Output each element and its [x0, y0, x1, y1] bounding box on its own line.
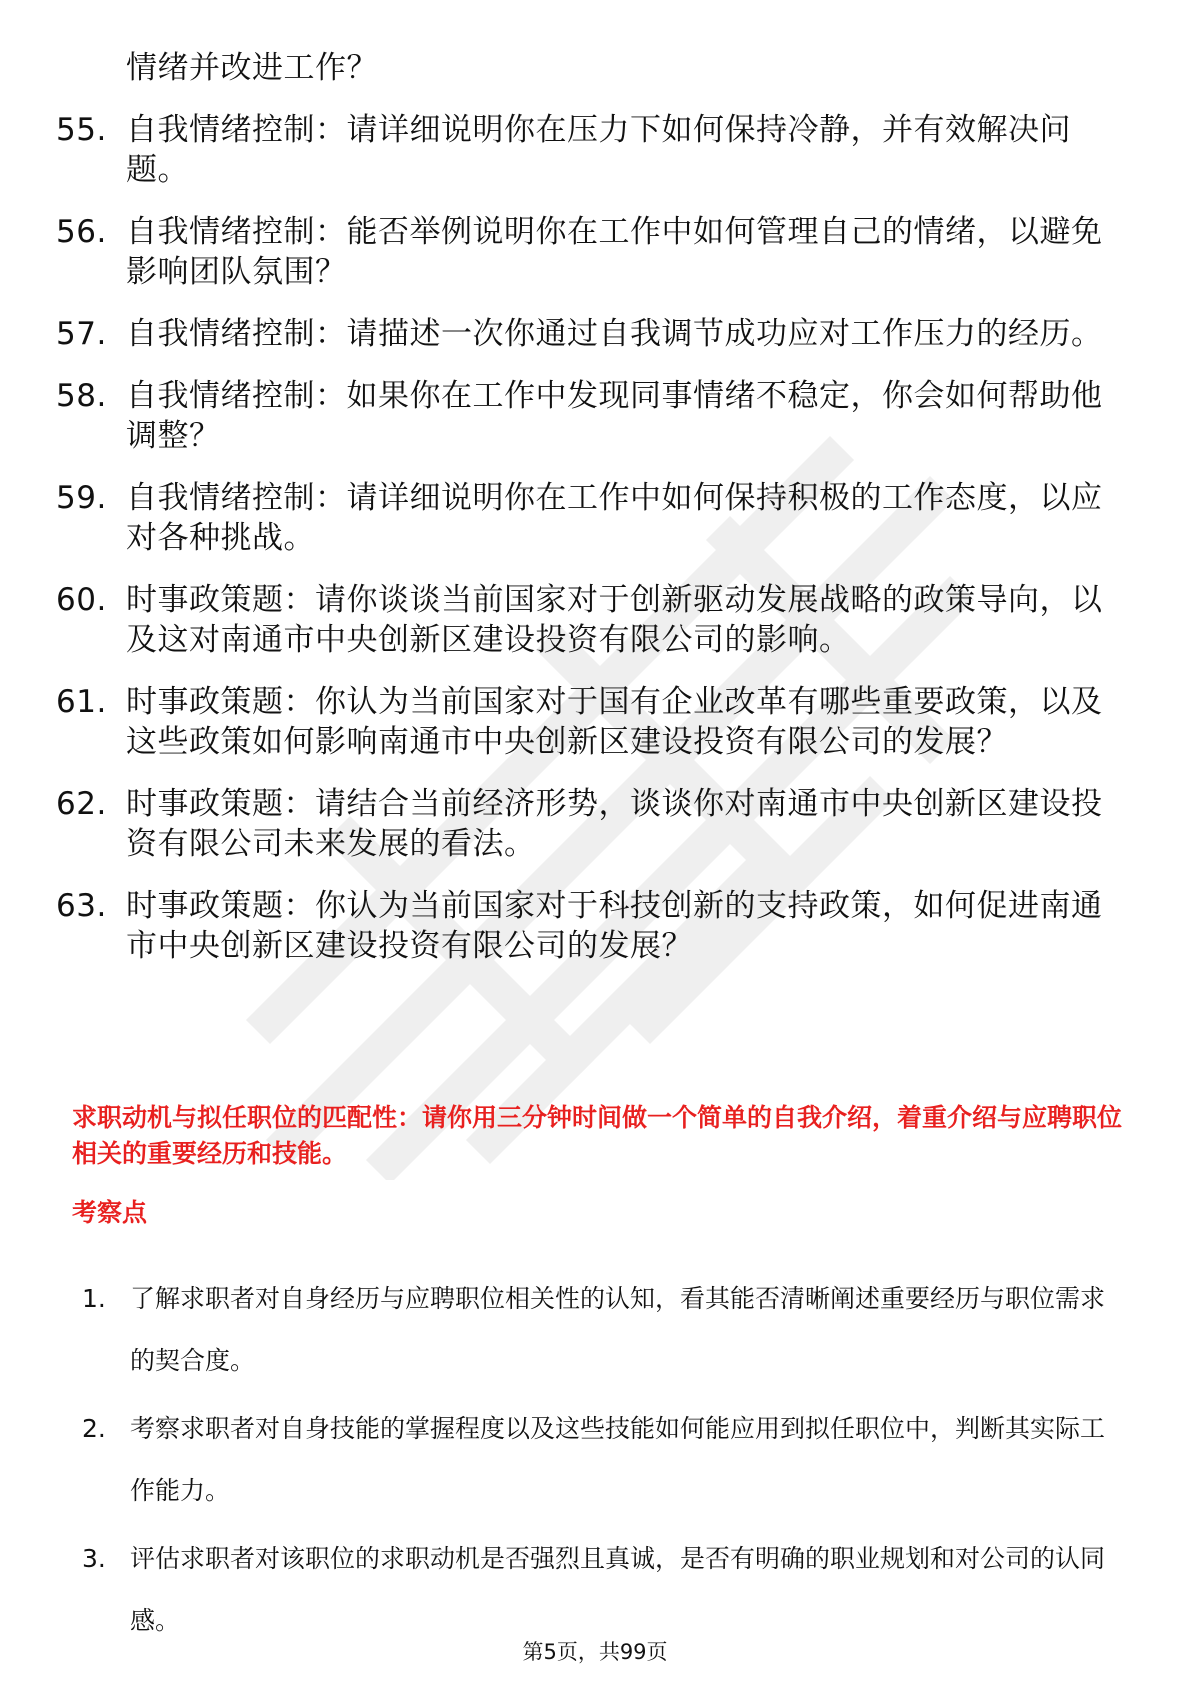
point-text: 了解求职者对自身经历与应聘职位相关性的认知，看其能否清晰阐述重要经历与职位需求的契合度。: [130, 1284, 1106, 1375]
question-text: 时事政策题：请结合当前经济形势，谈谈你对南通市中央创新区建设投资有限公司未来发展的看法。: [126, 786, 1103, 862]
question-number: 62.: [56, 786, 107, 822]
question-continuation-text: 情绪并改进工作？: [126, 50, 378, 86]
question-text: 时事政策题：你认为当前国家对于科技创新的支持政策，如何促进南通市中央创新区建设投资有限公司的发展？: [126, 888, 1103, 964]
assessment-point: [82, 1528, 1122, 1652]
question-list: [56, 48, 1116, 988]
question-item: [56, 376, 1116, 456]
question-number: 56.: [56, 214, 107, 250]
point-number: 3.: [82, 1544, 106, 1573]
question-text: 自我情绪控制：请详细说明你在压力下如何保持冷静，并有效解决问题。: [126, 112, 1071, 188]
question-item: [56, 110, 1116, 190]
question-number: 57.: [56, 316, 107, 352]
question-item: [56, 784, 1116, 864]
assessment-point: [82, 1398, 1122, 1522]
question-number: 61.: [56, 684, 107, 720]
question-item: [56, 580, 1116, 660]
question-continuation: [56, 48, 1116, 88]
question-text: 自我情绪控制：请详细说明你在工作中如何保持积极的工作态度，以应对各种挑战。: [126, 480, 1103, 556]
question-text: 时事政策题：你认为当前国家对于国有企业改革有哪些重要政策，以及这些政策如何影响南通市中央创新区建设投资有限公司的发展？: [126, 684, 1103, 760]
question-number: 59.: [56, 480, 107, 516]
point-number: 2.: [82, 1414, 106, 1443]
question-item: [56, 886, 1116, 966]
question-text: 自我情绪控制：如果你在工作中发现同事情绪不稳定，你会如何帮助他调整？: [126, 378, 1103, 454]
question-number: 55.: [56, 112, 107, 148]
question-text: 时事政策题：请你谈谈当前国家对于创新驱动发展战略的政策导向，以及这对南通市中央创新区建设投资有限公司的影响。: [126, 582, 1103, 658]
question-number: 58.: [56, 378, 107, 414]
highlight-question: 求职动机与拟任职位的匹配性：请你用三分钟时间做一个简单的自我介绍，着重介绍与应聘职位相关的重要经历和技能。: [72, 1103, 1123, 1168]
section-title: 考察点: [72, 1198, 148, 1227]
question-text: 自我情绪控制：能否举例说明你在工作中如何管理自己的情绪，以避免影响团队氛围？: [126, 214, 1103, 290]
assessment-points: [82, 1268, 1122, 1658]
point-text: 评估求职者对该职位的求职动机是否强烈且真诚，是否有明确的职业规划和对公司的认同感。: [130, 1544, 1106, 1635]
page-footer: 第5页，共99页: [522, 1640, 668, 1664]
question-item: [56, 212, 1116, 292]
point-number: 1.: [82, 1284, 106, 1313]
question-item: [56, 682, 1116, 762]
assessment-point: [82, 1268, 1122, 1392]
question-text: 自我情绪控制：请描述一次你通过自我调节成功应对工作压力的经历。: [126, 316, 1103, 352]
question-number: 60.: [56, 582, 107, 618]
question-number: 63.: [56, 888, 107, 924]
point-text: 考察求职者对自身技能的掌握程度以及这些技能如何能应用到拟任职位中，判断其实际工作能力。: [130, 1414, 1106, 1505]
question-item: [56, 314, 1116, 354]
question-item: [56, 478, 1116, 558]
